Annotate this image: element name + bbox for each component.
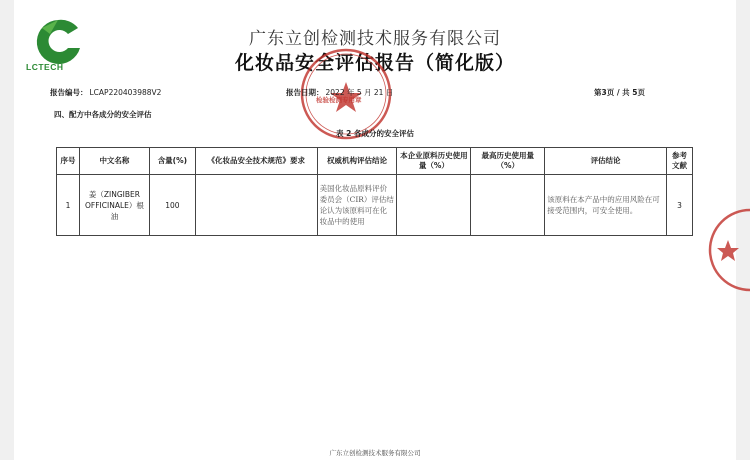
- cell-history: [397, 175, 471, 236]
- table-header-row: [57, 148, 693, 175]
- header-cell: 含量(%): [149, 148, 195, 175]
- report-number-value: LCAP220403988V2: [89, 88, 162, 97]
- footer-company: 广东立创检测技术服务有限公司: [329, 449, 421, 457]
- report-date-label: 报告日期：: [286, 88, 324, 97]
- table-row: [57, 175, 693, 236]
- header-cell: 序号: [57, 148, 80, 175]
- ingredient-safety-table: [56, 147, 693, 236]
- page-number: 第3页 / 共 5页: [594, 88, 646, 97]
- edge-seal-icon: [706, 200, 750, 300]
- header-cell: 最高历史使用量（%）: [471, 148, 545, 175]
- report-date-value: 2022 年 5 月 21 日: [325, 88, 394, 97]
- header-cell: 权威机构评估结论: [317, 148, 397, 175]
- header-cell: 本企业原料历史使用量（%）: [397, 148, 471, 175]
- cell-ref: 3: [666, 175, 692, 236]
- report-date: [286, 87, 393, 98]
- logo-text: LCTECH: [26, 62, 64, 72]
- section-title: 四、配方中各成分的安全评估: [54, 110, 152, 119]
- header-cell: 《化妆品安全技术规范》要求: [195, 148, 317, 175]
- stamp-text: 检验检测专用章: [316, 96, 362, 104]
- company-name: 广东立创检测技术服务有限公司: [249, 29, 501, 49]
- cell-max-history: [471, 175, 545, 236]
- report-number-label: 报告编号：: [50, 88, 88, 97]
- header-cell: 中文名称: [79, 148, 149, 175]
- cell-conclusion: 该原料在本产品中的应用风险在可接受范围内，可安全使用。: [545, 175, 667, 236]
- cell-spec: [195, 175, 317, 236]
- cell-content: 100: [149, 175, 195, 236]
- header-cell: 参考文献: [666, 148, 692, 175]
- header-cell: 评估结论: [545, 148, 667, 175]
- report-number: [50, 87, 161, 98]
- report-title: 化妆品安全评估报告（简化版）: [234, 52, 515, 74]
- table-caption: 表 2 各成分的安全评估: [336, 129, 414, 138]
- cell-name: 姜（ZINGIBER OFFICINALE）根油: [79, 175, 149, 236]
- cell-no: 1: [57, 175, 80, 236]
- cell-authority: 美国化妆品原料评价委员会（CIR）评估结论认为该原料可在化妆品中的使用: [317, 175, 397, 236]
